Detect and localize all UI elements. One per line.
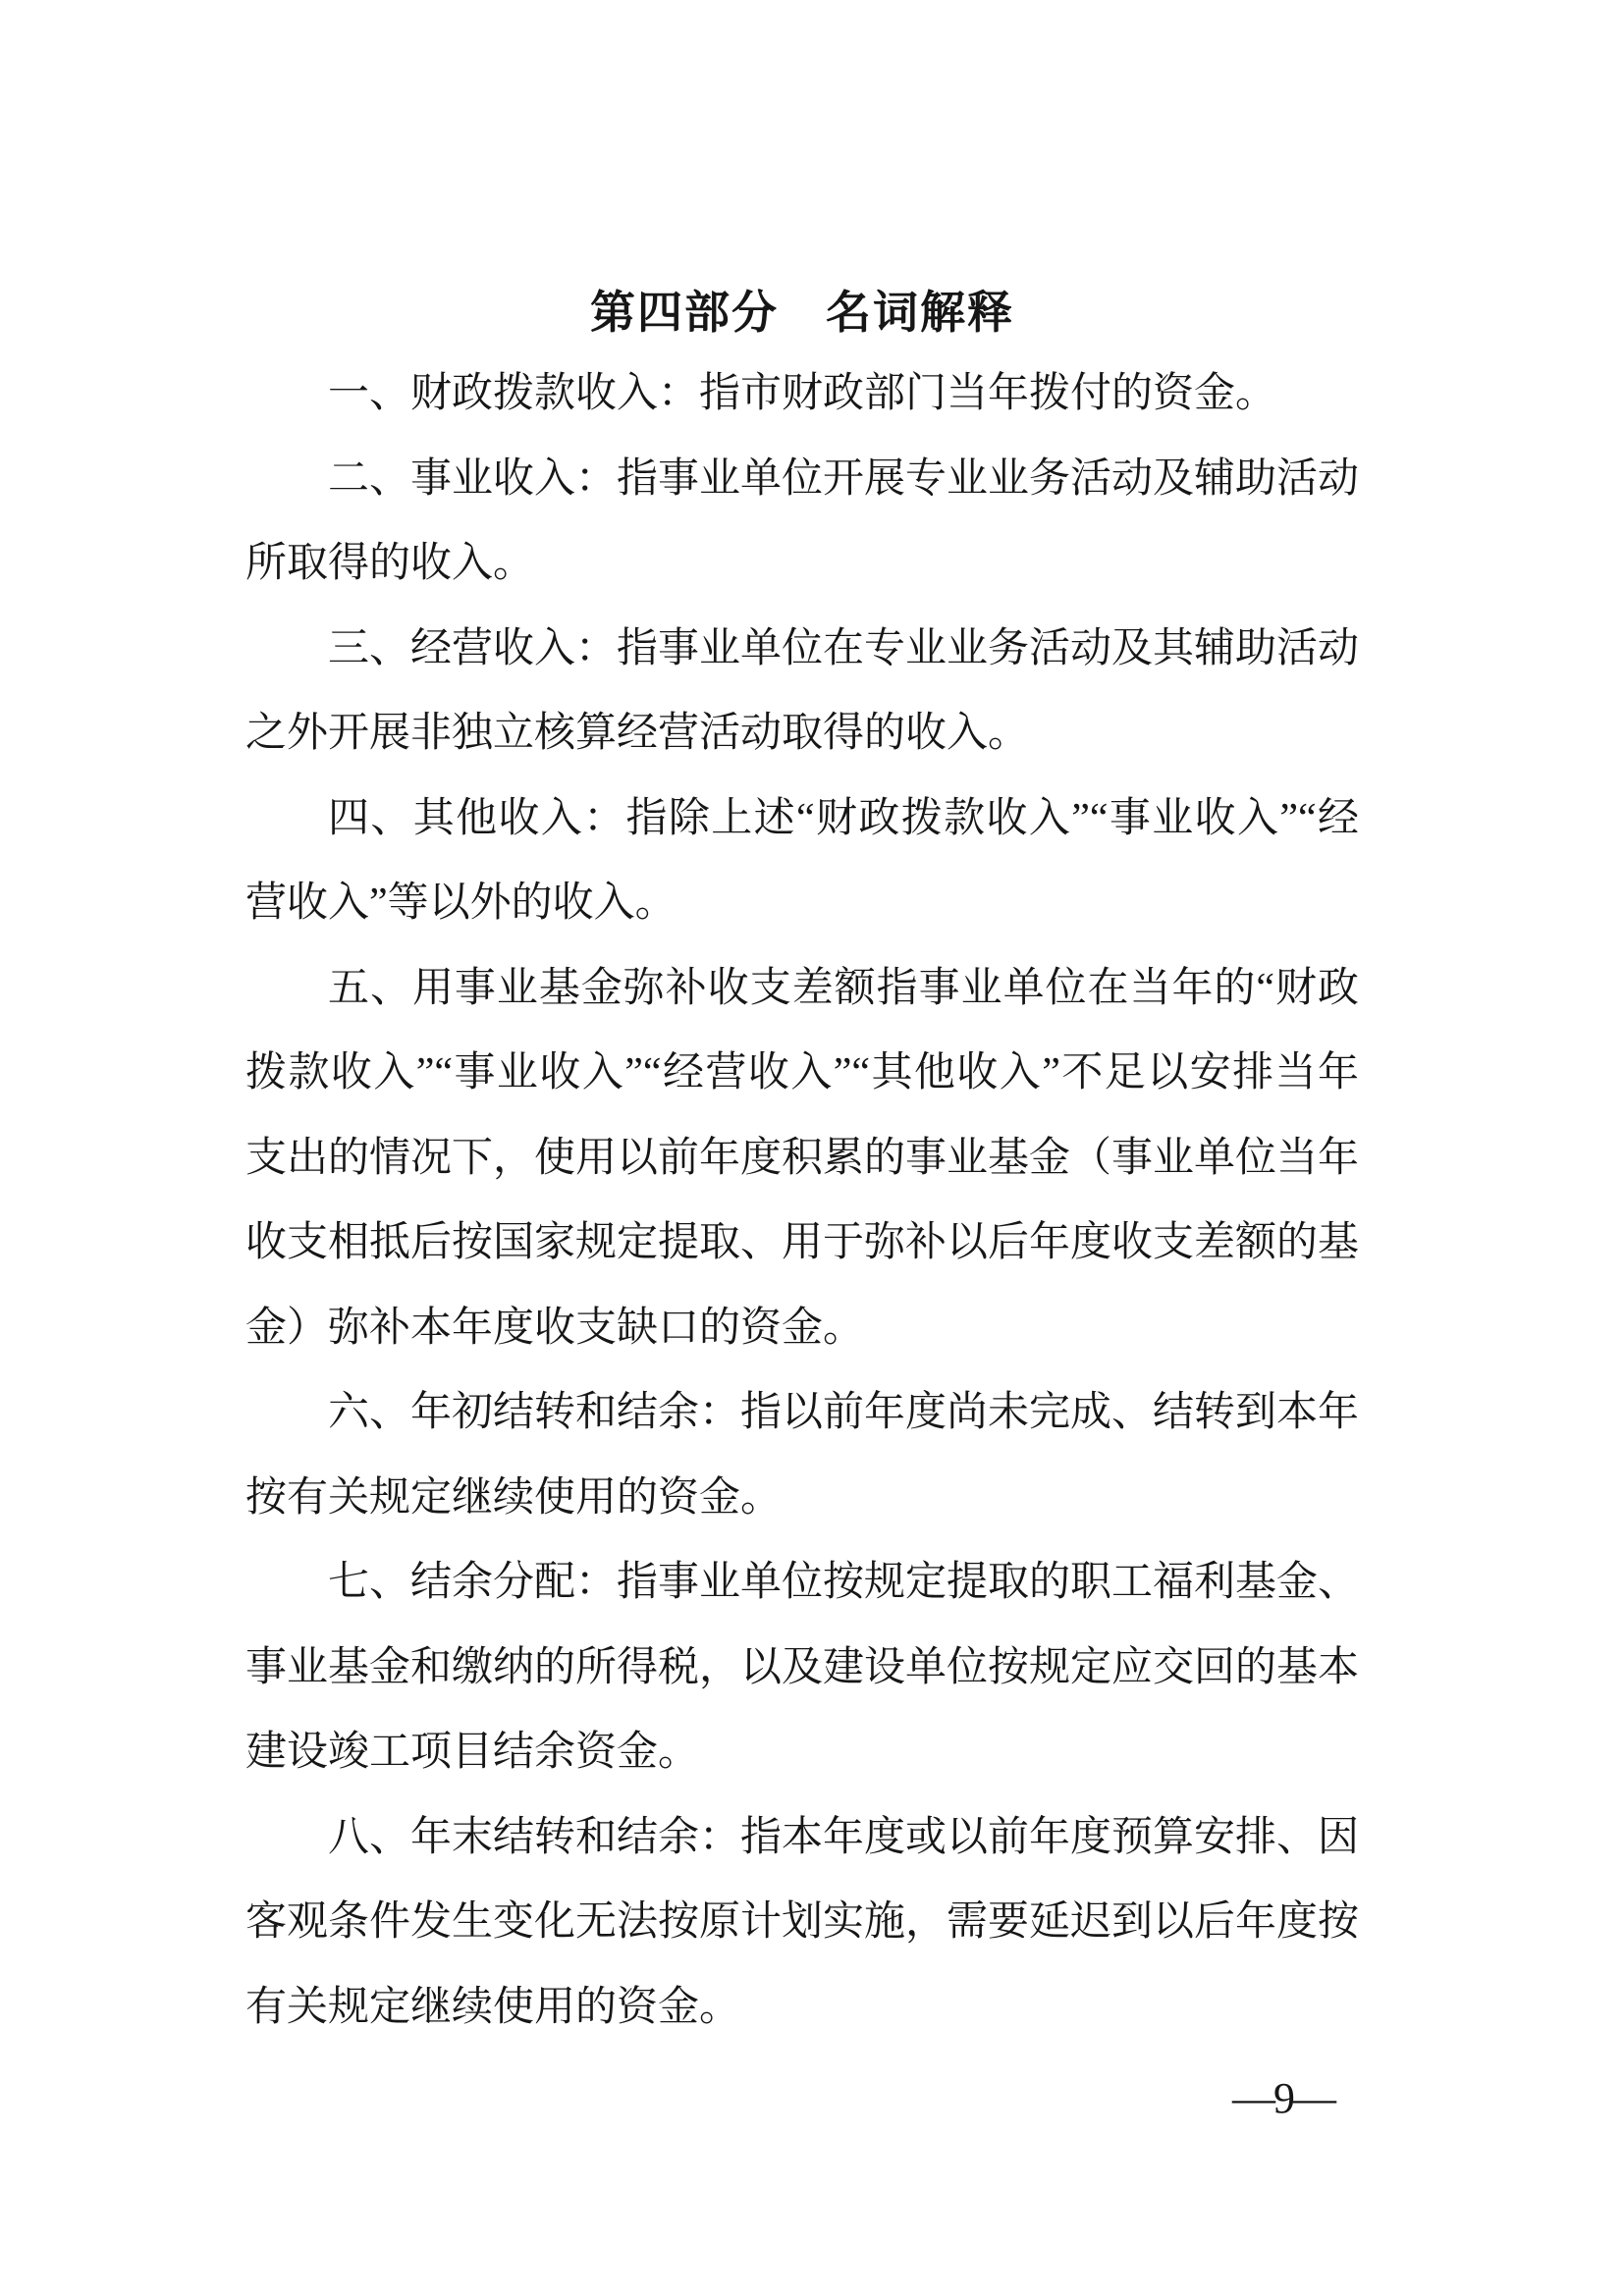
page-number: —9— <box>1232 2074 1334 2122</box>
paragraph-7: 七、结余分配：指事业单位按规定提取的职工福利基金、事业基金和缴纳的所得税，以及建设单位按规定应交回的基本建设竣工项目结余资金。 <box>245 1560 1360 1775</box>
section-title: 第四部分 名词解释 <box>590 287 1014 338</box>
document-body <box>245 351 1359 2050</box>
paragraph-6: 六、年初结转和结余：指以前年度尚未完成、结转到本年按有关规定继续使用的资金。 <box>245 1390 1360 1521</box>
paragraph-5: 五、用事业基金弥补收支差额指事业单位在当年的“财政拨款收入”“事业收入”“经营收入”“其他收入”不足以安排当年支出的情况下，使用以前年度积累的事业基金（事业单位当年收支相抵后按国家规定提取、用于弥补以后年度收支差额的基金）弥补本年度收支缺口的资金。 <box>245 965 1360 1351</box>
paragraph-4: 四、其他收入：指除上述“财政拨款收入”“事业收入”“经营收入”等以外的收入。 <box>245 795 1359 926</box>
paragraph-3: 三、经营收入：指事业单位在专业业务活动及其辅助活动之外开展非独立核算经营活动取得的收入。 <box>245 625 1360 756</box>
paragraph-1: 一、财政拨款收入：指市财政部门当年拨付的资金。 <box>328 371 1277 416</box>
paragraph-8: 八、年末结转和结余：指本年度或以前年度预算安排、因客观条件发生变化无法按原计划实施，需要延迟到以后年度按有关规定继续使用的资金。 <box>245 1814 1360 2030</box>
paragraph-2: 二、事业收入：指事业单位开展专业业务活动及辅助活动所取得的收入。 <box>245 455 1360 586</box>
